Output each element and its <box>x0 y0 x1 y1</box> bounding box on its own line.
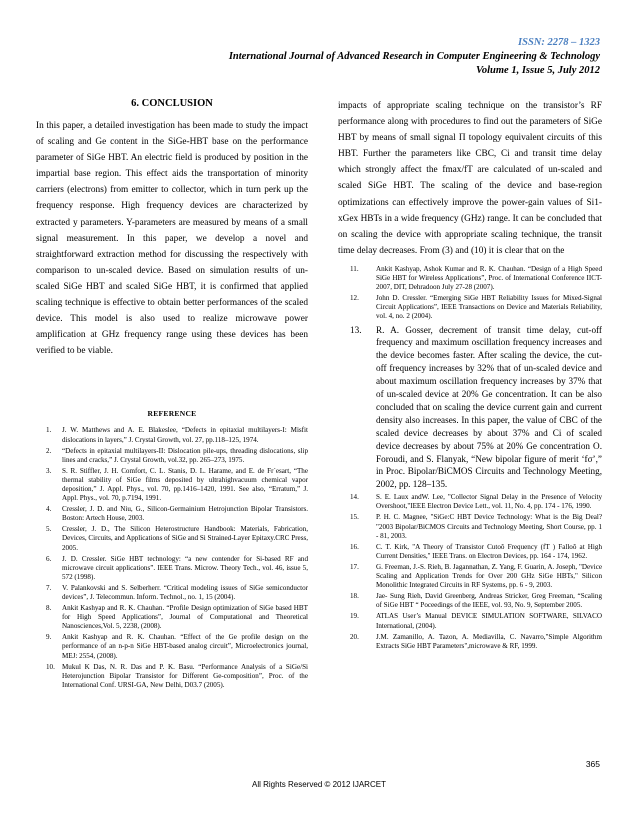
reference-number: 12. <box>350 294 359 303</box>
reference-item <box>36 467 308 503</box>
reference-number: 1. <box>46 426 52 435</box>
left-column <box>36 98 308 692</box>
reference-item <box>36 604 308 631</box>
reference-item <box>338 633 602 651</box>
reference-number: 3. <box>46 466 52 475</box>
reference-item <box>338 513 602 540</box>
reference-number: 18. <box>350 592 359 601</box>
reference-text: Cressler, J. D. and Niu, G., Silicon-Germainium Hetrojunction Bipolar Transistors. Boston: Artech House, 2003. <box>62 505 308 523</box>
reference-heading: REFERENCE <box>147 409 197 419</box>
reference-item <box>338 324 602 492</box>
reference-number: 2. <box>46 446 52 455</box>
reference-text: P. H. C. Magnee, "SiGe:C HBT Device Technology: What is the Big Deal? "2003 Bipolar/BiCMOS Circuits and Technology Meeting, Short Course, pp. 1 - 81, 2003. <box>376 513 602 540</box>
right-column-text: impacts of appropriate scaling technique on the transistor’s RF performance along with procedures to find out the parameters of SiGe HBT by means of small signal Π topology equivalent circuits of this HBT. Further the parameters like CBC, Ci and transit time delay which strongly affect the fmax/fT are calculated of un-scaled and scaled SiGe HBT. The scaling of the device and base-region optimizations can effectively improve the power-gain values of Si1-xGex HBTs in a wide frequency (GHz) range. It can be concluded that on scaling the device with appropriate scaling technique, the transit time delay decreases. From (3) and (10) it is clear that on the <box>338 101 602 256</box>
reference-text: S. E. Laux andW. Lee, "Collector Signal Delay in the Presence of Velocity Overshoot,"IEEE Electron Device Lett., vol. 11, No. 4, pp. 174 - 176, 1990. <box>376 493 602 511</box>
reference-text: G. Freeman, J.-S. Rieh, B. Jagannathan, Z. Yang, F. Guarin, A. Joseph, "Device Scaling and Application Trends for Over 200 GHz SiGe HBTs," Silicon Monolithic Integrated Circuits in RF Systems, pp. 6 - 9, 2003. <box>376 562 602 590</box>
conclusion-text: In this paper, a detailed investigation has been made to study the impact of scaling and Ge content in the SiGe-HBT base on the performance parameter of SiGe HBT. An electric field is produced by position in the impartial base region. This effect aids the transportation of minority carriers (electrons) from emitter to collector, which in turn perk up the frequency response. High frequency devices are characterized by extracted y parameters. Y-parameters are measured by means of a small signal measurement. In this paper, we develop a novel and straightforward extraction method for discussing the respectively with comparison to un-scaled device. Based on simulation results of un-scaled SiGe HBT and scaled SiGe HBT, it is confirmed that applied scaling technique is effective to obtain better performances of the scaled device. This model is also used to realize microwave power amplification at GHz frequency range using these devices has been verified to be viable. <box>36 121 308 357</box>
reference-item <box>36 525 308 552</box>
reference-text: “Defects in epitaxial multilayers-II: Dislocation pile-ups, threading dislocations, slip lines and cracks,” J. Crystal Growth, vol.32, pp. 265–273, 1975. <box>62 446 308 464</box>
reference-number: 19. <box>350 612 359 621</box>
reference-text: Cressler, J. D., The Silicon Heterostructure Handbook: Materials, Fabrication, Devices, Circuits, and Applications of SiGe and Si Strained-Layer Epitaxy.CRC Press, 2005. <box>62 525 308 552</box>
reference-number: 7. <box>46 583 52 592</box>
reference-item <box>36 584 308 602</box>
reference-item <box>36 447 308 465</box>
reference-text: Ankit Kashyap and R. K. Chauhan. “Profile Design optimization of SiGe based HBT for High Speed Applications”, Journal of Computational and Theoretical Nanosciences,Vol. 5, 2238, (2008). <box>62 604 308 631</box>
reference-item <box>36 555 308 582</box>
reference-number: 6. <box>46 554 52 563</box>
reference-text: R. A. Gosser, decrement of transit time delay, cut-off frequency and maximum oscillation frequency increases and the device becomes faster. After scaling the device, the cut-off frequency increases by 32% that of un-scaled device and about maximum oscillation frequency increases by 37% that of un-scaled device at 20% Ge concentration. It can be also concluded that on scaling the device current gain and current density also increases. In this paper, the value of CBC of the scaled device decreases by about 37% and Ci of scaled device decreases by about 75% at 20% Ge concentration O. Foroudi, and S. Flanyak, “New bipolar figure of merit ‘fσ’,” in Proc. Bipolar/BiCMOS Circuits and Technology Meeting, 2002, pp. 128–135. <box>376 324 602 490</box>
reference-text: John D. Cressler. “Emerging SiGe HBT Reliability Issues for Mixed-Signal Circuit Applications”, IEEE Transactions on Device and Materials Reliability, vol. 4, no. 2 (2004). <box>376 294 602 321</box>
reference-item <box>36 633 308 660</box>
reference-item <box>36 505 308 523</box>
journal-name: International Journal of Advanced Research in Computer Engineering & Technology <box>228 51 600 62</box>
reference-text: Jae- Sung Rieh, David Greenberg, Andreas Stricker, Greg Freeman, “Scaling of SiGe HBT “ Poceedings of the IEEE, vol. 93, No. 9, September 2005. <box>376 592 602 610</box>
reference-item <box>338 612 602 630</box>
reference-number: 14. <box>350 493 359 502</box>
reference-item <box>338 493 602 511</box>
reference-text: Ankit Kashyap and R. K. Chauhan. “Effect of the Ge profile design on the performance of an n-p-n SiGe HBT-based analog circuit”, Microelectronics journal, MEJ: 2554, (2008). <box>62 633 308 660</box>
reference-number: 13. <box>350 324 362 335</box>
reference-text: J. D. Cressler. SiGe HBT technology: “a new contender for Si-based RF and microwave circuit applications”. IEEE Trans. Microw. Theory Tech., vol. 46, issue 5, 572 (1998). <box>62 554 308 581</box>
reference-number: 15. <box>350 513 359 522</box>
reference-number: 20. <box>350 632 359 641</box>
reference-text: Ankit Kashyap, Ashok Kumar and R. K. Chauhan. “Design of a High Speed SiGe HBT for Wireless Applications”, Proc. of International Conference IICT-2007, DIT, Dehradoon July 27-28 (2007). <box>376 264 602 292</box>
reference-number: 17. <box>350 562 359 571</box>
reference-text: S. R. Stiffler, J. H. Comfort, C. L. Stanis, D. L. Harame, and E. de Fr´esart, “The thermal stability of SiGe films deposited by ultrahighvacuum chemical vapor deposition,” J. Appl. Phys., vol. 70, pp.1416–1420, 1991. See also, “Erratum,” J. Appl. Phys., vol. 70, p.7194, 1991. <box>62 466 308 503</box>
reference-item <box>338 265 602 292</box>
reference-number: 11. <box>350 264 359 273</box>
reference-list-right <box>338 265 602 651</box>
reference-text: J. W. Matthews and A. E. Blakeslee, “Defects in epitaxial multilayers-I: Misfit dislocations in layers,” J. Crystal Growth, vol. 27, pp.118–125, 1974. <box>62 426 308 444</box>
reference-text: J.M. Zamanillo, A. Tazon, A. Mediavilla, C. Navarro,"Simple Algorithm Extracts SiGe HBT Parameters",microwave & RF, 1999. <box>376 632 602 650</box>
reference-number: 16. <box>350 542 359 551</box>
page-number: 365 <box>585 759 600 769</box>
reference-number: 8. <box>46 604 52 613</box>
volume-issue: Volume 1, Issue 5, July 2012 <box>476 65 600 76</box>
reference-number: 10. <box>46 662 55 671</box>
reference-item <box>338 543 602 561</box>
reference-text: C. T. Kirk, "A Theory of Transistor Cutoõ Frequency (fT ) Falloõ at High Current Densities," IEEE Trans. on Electron Devices, pp. 164 - 174, 1962. <box>376 542 602 560</box>
journal-header <box>229 36 600 78</box>
reference-item <box>36 663 308 690</box>
reference-text: V. Palankovski and S. Selberherr. “Critical modeling issues of SiGe semiconductor devices”, J. Telecommun. Inform. Technol., no. 1, 15 (2004). <box>62 583 308 601</box>
reference-item <box>338 563 602 590</box>
reference-item <box>338 294 602 321</box>
copyright-footer: All Rights Reserved © 2012 IJARCET <box>252 780 386 789</box>
reference-text: ATLAS User’s Manual DEVICE SIMULATION SOFTWARE, SILVACO International, (2004). <box>376 612 602 630</box>
reference-number: 5. <box>46 525 52 534</box>
reference-list-left <box>36 426 308 690</box>
reference-number: 9. <box>46 633 52 642</box>
right-column <box>338 98 602 653</box>
issn: ISSN: 2278 – 1323 <box>518 37 600 48</box>
reference-text: Mukul K Das, N. R. Das and P. K. Basu. “Performance Analysis of a SiGe/Si Heterojunction Bipolar Transistor for Different Ge-composition”, Proc. of the International Conf. URSI-GA, New Delhi, D03.7 (2005). <box>62 662 308 689</box>
reference-number: 4. <box>46 505 52 514</box>
reference-item <box>36 426 308 444</box>
conclusion-heading: 6. CONCLUSION <box>131 98 213 109</box>
reference-item <box>338 592 602 610</box>
